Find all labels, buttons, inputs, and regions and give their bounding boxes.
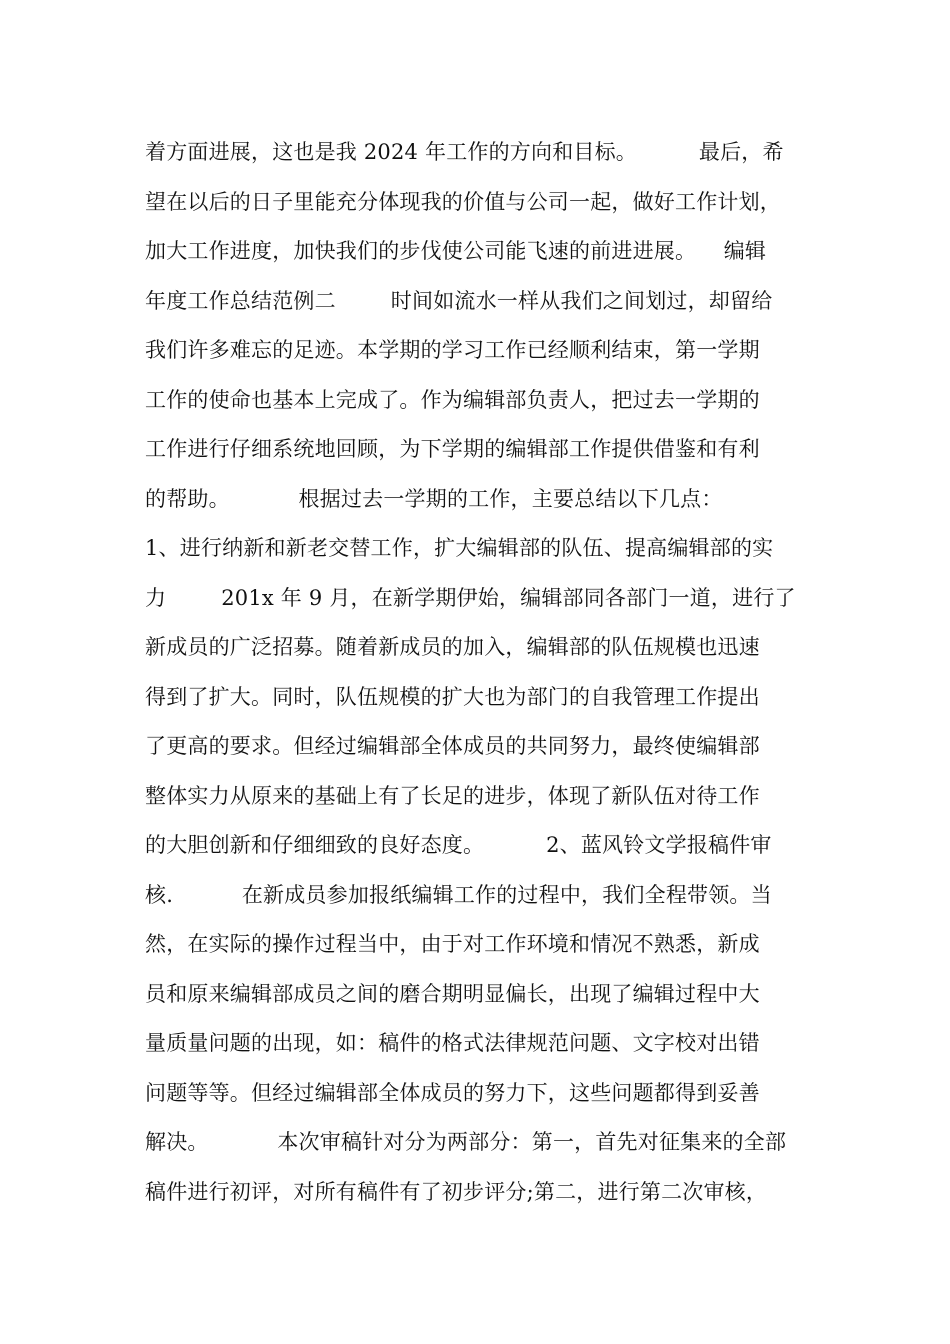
text-line: 新成员的广泛招募。随着新成员的加入，编辑部的队伍规模也迅速 xyxy=(145,635,760,659)
text-line: 我们许多难忘的足迹。本学期的学习工作已经顺利结束，第一学期 xyxy=(145,338,760,362)
text-line: 稿件进行初评，对所有稿件有了初步评分;第二，进行第二次审核， xyxy=(145,1179,768,1204)
text-line: 核. 在新成员参加报纸编辑工作的过程中，我们全程带领。当 xyxy=(145,882,772,907)
text-line: 1、进行纳新和新老交替工作，扩大编辑部的队伍、提高编辑部的实 xyxy=(145,536,774,560)
text-line: 加大工作进度，加快我们的步伐使公司能飞速的前进进展。 编辑 xyxy=(145,239,767,263)
text-line: 然，在实际的操作过程当中，由于对工作环境和情况不熟悉，新成 xyxy=(145,932,760,956)
text-line: 力 201x 年 9 月，在新学期伊始，编辑部同各部门一道，进行了 xyxy=(145,585,796,610)
text-line: 员和原来编辑部成员之间的磨合期明显偏长，出现了编辑过程中大 xyxy=(145,981,760,1006)
text-line: 工作的使命也基本上完成了。作为编辑部负责人，把过去一学期的 xyxy=(145,387,760,412)
text-line: 问题等等。但经过编辑部全体成员的努力下，这些问题都得到妥善 xyxy=(145,1080,760,1105)
text-line: 得到了扩大。同时，队伍规模的扩大也为部门的自我管理工作提出 xyxy=(145,684,760,709)
text-line: 工作进行仔细系统地回顾，为下学期的编辑部工作提供借鉴和有利 xyxy=(145,437,760,461)
text-line: 望在以后的日子里能充分体现我的价值与公司一起，做好工作计划， xyxy=(145,189,781,214)
text-line: 了更高的要求。但经过编辑部全体成员的共同努力，最终使编辑部 xyxy=(145,734,760,758)
text-line: 整体实力从原来的基础上有了长足的进步，体现了新队伍对待工作 xyxy=(145,783,760,808)
text-line: 年度工作总结范例二 时间如流水一样从我们之间划过，却留给 xyxy=(145,288,773,313)
text-line: 的大胆创新和仔细细致的良好态度。 2、蓝风铃文学报稿件审 xyxy=(145,833,772,857)
text-line: 量质量问题的出现，如：稿件的格式法律规范问题、文字校对出错 xyxy=(145,1031,760,1055)
document-body xyxy=(145,132,825,1221)
text-line: 的帮助。 根据过去一学期的工作，主要总结以下几点： xyxy=(145,486,723,511)
text-line: 解决。 本次审稿针对分为两部分：第一，首先对征集来的全部 xyxy=(145,1130,787,1154)
text-line: 着方面进展，这也是我 2024 年工作的方向和目标。 最后，希 xyxy=(145,140,784,164)
